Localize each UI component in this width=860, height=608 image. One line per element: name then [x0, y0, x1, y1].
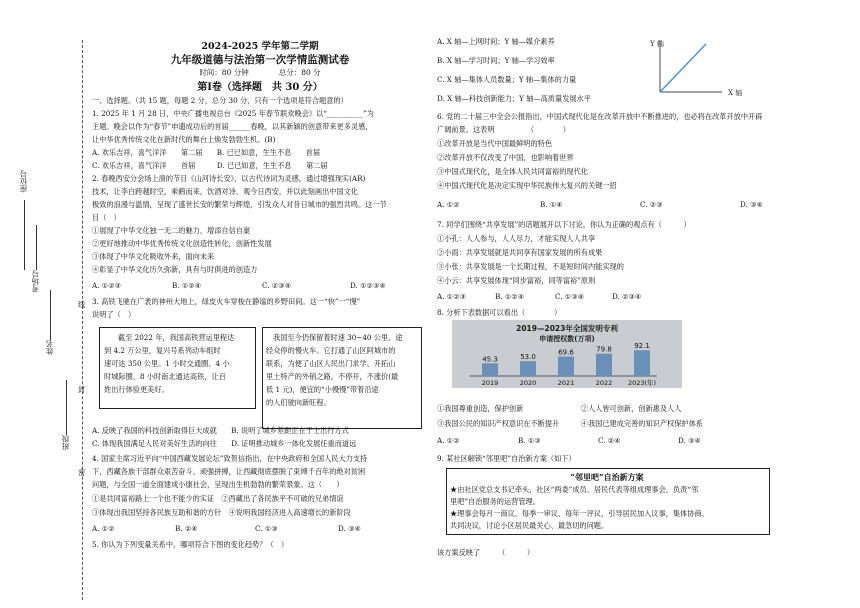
- q6-line-1: 6. 党的二十届三中全会公报指出，中国式现代化是在改革开放中不断推进的，也必将在改革开放中开辟: [437, 112, 763, 121]
- q7-option-c: C. ①③④: [555, 292, 585, 301]
- trend-graph: [640, 32, 750, 100]
- q3-box-left-line-2: 到 4.2 万公里，复兴号系列动车组时: [104, 346, 221, 355]
- q8-option-b: B. ①③: [518, 436, 541, 445]
- exam-year: 2024-2025 学年第二学期: [201, 41, 319, 52]
- q2-line-4: 目（ ）: [92, 213, 121, 222]
- exam-time-score: 时间：80 分钟 总分：80 分: [199, 68, 321, 77]
- q4-option-c: C. ①③: [255, 524, 278, 533]
- q4-items-34: ③体现出我国坚持各民族互助和谐的方针 ④说明我国经济进入高速增长的新阶段: [92, 508, 351, 517]
- q9-box-line-1: ★由社区党总支书记牵头，社区“两委”成员、居民代表等组成理事会，负责“邻: [450, 485, 699, 494]
- graph-y-label: Y 轴: [650, 40, 664, 48]
- name-line: [50, 290, 51, 340]
- chart-bar-2019: [482, 363, 498, 376]
- chart-value-label-2022: 79.8: [596, 345, 612, 354]
- q9-box-line-2: 里吧”自治服务的运营管理。: [450, 497, 540, 506]
- q6-item-3: ③中国式现代化，是全体人民共同富裕的现代化: [437, 167, 588, 176]
- room-line: [36, 225, 37, 270]
- q8-option-c: C. ②④: [598, 436, 621, 445]
- q3-box-left-line-5: 姓出行体验更美好。: [104, 385, 169, 394]
- q4-items-12: ①是共同富裕路上一个也不能少的实证 ②西藏出了各民族平不可破的兄弟情谊: [92, 494, 344, 503]
- q6-item-4: ④中国式现代化是决定实现中华民族伟大复兴的关键一招: [437, 181, 617, 190]
- chart-title-line-1: 2019—2023年全国发明专利: [516, 324, 618, 333]
- class-label: 班级: [61, 435, 70, 450]
- q2-item-3: ③体现了中华文化吸收外来，面向未来: [92, 252, 215, 261]
- room-label: 考场号: [31, 270, 40, 293]
- q7-item-4: ④小云：共享发展体现“同步富裕，同等富裕”原则: [437, 276, 596, 285]
- chart-value-label-2020: 53.0: [520, 353, 536, 362]
- graph-trend-line: [660, 44, 706, 92]
- chart-category-label-2022: 2022: [595, 379, 613, 387]
- seal-char-2: 封: [78, 385, 86, 394]
- q5-option-c: C. X 轴—集体人员数量；Y 轴—集体的力量: [437, 75, 577, 84]
- q2-option-a: A. ①②③: [92, 281, 122, 290]
- q3-line-1: 3. 高铁飞驰在广袤的神州大地上，绿皮火车穿梭在静谧的乡野田间。这一“快”一“慢”: [92, 297, 361, 306]
- seal-char-3: 密: [78, 468, 86, 477]
- q1-line-3: 让中华优秀传统文化在新时代的舞台上焕发勃勃生机。(B): [92, 135, 276, 144]
- q3-box-left-line-4: 时城际圈、8 小时南北通达高铁，让百: [104, 372, 226, 381]
- q8-items-12: ①我国尊重创造，保护创新 ②人人皆可创新，创新惠及人人: [437, 404, 682, 413]
- q6-option-a: A. ①②: [437, 200, 460, 209]
- q2-line-1: 2. 春晚西安分会场上演的节目《山河诗长安》，以古代诗词为灵感，通过增强现实(AR): [92, 174, 366, 183]
- seal-line: [82, 40, 83, 600]
- q5-stem: 5. 你认为下列变量关系中，哪项符合下图的变化趋势？（ ）: [92, 540, 289, 549]
- q3-box-right-line-3: 联系，为便了山区人民出门求学、开拓山: [266, 359, 396, 368]
- q6-option-b: B. ①④: [540, 200, 563, 209]
- q9-box-title: “邻里吧”自治新方案: [570, 472, 644, 482]
- chart-title-line-2: 申请授权数(万项): [539, 335, 595, 343]
- q3-box-right-line-6: 的人们驶向新旺程。: [266, 398, 331, 407]
- instructions: 一、选择题。（共 15 题，每题 2 分，总分 30 分，只有一个选项是符合题意的）: [92, 96, 348, 105]
- q3-box-right-line-4: 里土特产的外销之路。不停开，不涨价(最: [266, 372, 399, 381]
- q4-option-b: B. ②④: [175, 524, 198, 533]
- q5-option-d: D. X 轴—科技创新能力；Y 轴—高质量发展水平: [437, 94, 591, 103]
- q3-box-left-line-3: 速可达 350 公里。1 小时交通圈、4 小: [104, 359, 230, 368]
- q2-item-1: ①展现了中华文化独一无二的魅力，增添自信自豪: [92, 226, 251, 235]
- q3-box-right-line-2: 经众停的慢火车。它打通了山区阿城市的: [266, 346, 396, 355]
- q4-line-1: 4. 国家主席习近平向“中国西藏发展论坛”致贺信指出，在中央政府和全国人民大力支持: [92, 454, 368, 463]
- q9-tail: 该方案反映了 （ ）: [437, 548, 535, 557]
- chart-category-label-2019: 2019: [481, 379, 499, 387]
- q2-option-d: D. ①②③④: [350, 281, 386, 290]
- chart-value-label-2021: 69.6: [558, 348, 574, 357]
- q2-line-2: 技术，让李白跨越时空，乘鹤而来，饮酒对诗、观今日西安，并以此刻画出中国文化: [92, 187, 358, 196]
- q3-box-right-line-5: 低 1 元)，便宜的“小慢慢”带着沿途: [266, 385, 379, 394]
- q7-item-2: ②小雨：共享发展就是共同享有国家发展的所有成果: [437, 248, 603, 257]
- chart-category-label-2021: 2021: [557, 379, 575, 387]
- q1-line-1: 1. 2025 年 1 月 28 日，中央广播电视总台《2025 年春节联欢晚会》以“__________”为: [92, 109, 374, 118]
- q7-option-b: B. ①②④: [495, 292, 525, 301]
- q6-option-c: C. ②③: [640, 200, 663, 209]
- q7-item-3: ③小张：共享发展是一个长期过程，不是短时间内能实现的: [437, 262, 624, 271]
- q6-item-1: ①改革开放是当代中国最鲜明的特色: [437, 139, 553, 148]
- chart-bar-2023(年): [634, 350, 650, 376]
- chart-bar-2021: [558, 357, 574, 376]
- q8-items-34: ③我国公民的知识产权意识在不断提升 ④我国已建成完善的知识产权保护体系: [437, 419, 703, 428]
- q3-box-right-line-1: 我国至今仍保留着时速 30~40 公里、途: [273, 333, 403, 342]
- q2-item-2: ②更好地推动中华优秀传统文化创造性转化，创新性发展: [92, 239, 272, 248]
- seal-char-1: 线: [78, 300, 86, 309]
- q2-item-4: ④彰显了中华文化历久弥新，具有与时俱进的创造力: [92, 265, 258, 274]
- q3-option-ab: A. 反映了我国的科技创新取得巨大成就 B. 说明了城乡差距正在于士出行方式: [92, 426, 349, 435]
- chart-category-label-2023(年): 2023(年): [627, 379, 657, 387]
- q1-option-cd: C. 欢乐吉祥，喜气洋洋 首届 D. 已已如意，生生不息 第二届: [92, 161, 328, 170]
- q8-option-a: A. ①②: [437, 436, 460, 445]
- q7-option-a: A. ①②③: [437, 292, 467, 301]
- q9-stem: 9. 某社区解锁“邻里吧”自治新方案（如下）: [437, 454, 576, 463]
- q7-item-1: ①小孔：人人参与，人人尽力，才能实现人人共享: [437, 234, 596, 243]
- chart-category-label-2020: 2020: [519, 379, 537, 387]
- q3-box-left-line-1: 截至 2022 年，我国高铁营运里程达: [118, 333, 235, 342]
- seat-label: 座位号: [19, 170, 28, 193]
- chart-value-label-2023(年): 92.1: [634, 342, 650, 351]
- q1-option-ab: A. 欢乐吉祥，喜气洋洋 第二届 B. 已已如意，生生不息 首届: [92, 148, 321, 157]
- name-label: 姓名: [45, 340, 54, 355]
- q9-box-line-3: ★理事会每月一商议、每季一审议、每年一评议，引导居民加入议事，集体协商、: [450, 509, 709, 518]
- q4-option-a: A. ①②: [92, 524, 115, 533]
- q5-option-b: B. X 轴—学习时间；Y 轴—学习效率: [437, 56, 555, 65]
- q4-option-d: D. ③④: [338, 524, 361, 533]
- q1-line-2: 主题。晚会以作为“春节”申遗成功后的首届______春晚，以其新颖的创意带来更多灵感，: [92, 122, 373, 131]
- patent-bar-chart: [452, 320, 682, 388]
- graph-x-label: X 轴: [728, 89, 743, 97]
- chart-bar-2020: [520, 361, 536, 376]
- q3-option-cd: C. 体现我国满足人民对美好生活的向往 D. 证明推动城乡一体化发展任重而道远: [92, 439, 357, 448]
- exam-title: 九年级道德与法治第一次学情监测试卷: [170, 54, 350, 66]
- q2-option-c: C. ②③④: [262, 281, 292, 290]
- class-line: [66, 380, 67, 435]
- q6-line-2: 广阔前景。这表明 （ ）: [437, 125, 570, 134]
- q8-option-d: D. ③④: [678, 436, 701, 445]
- q5-option-a: A. X 轴—上网时间；Y 轴—媒介素养: [437, 37, 555, 46]
- q7-option-d: D. ②③④: [612, 292, 642, 301]
- q4-line-3: 问题，与全国一道全面建成小康社会，呈现出生机勃勃的繁荣景象。这（ ）: [92, 480, 344, 489]
- q9-box-line-4: 共同决议，讨论小区居民最关心、最急切的问题。: [450, 521, 609, 530]
- chart-bar-2022: [596, 354, 612, 376]
- q3-line-2: 说明了（ ）: [92, 310, 136, 319]
- q6-option-d: D. ③④: [740, 200, 763, 209]
- chart-value-label-2019: 45.3: [482, 355, 498, 364]
- q6-item-2: ②改革开放不仅改变了中国，也影响着世界: [437, 153, 574, 162]
- q7-stem: 7. 同学们围绕“共享发展”的话题展开以下讨论，你认为正确的观点有（ ）: [437, 220, 691, 229]
- seat-line: [24, 200, 25, 270]
- q8-stem: 8. 分析下表数据可以看出（ ）: [437, 308, 562, 317]
- q2-option-b: B. ①②④: [172, 281, 202, 290]
- volume-title: 第Ⅰ卷（选择题 共 30 分）: [197, 82, 323, 93]
- q4-line-2: 下，西藏各族干部群众艰苦奋斗、顽强拼搏，让西藏彻底摆脱了束缚千百年的绝对贫困: [92, 467, 366, 476]
- q2-line-3: 极致的浪漫与温情，呈现了盛世长安的繁荣与辉煌，引发众人对昔日城市的强烈共鸣。这一节: [92, 200, 387, 209]
